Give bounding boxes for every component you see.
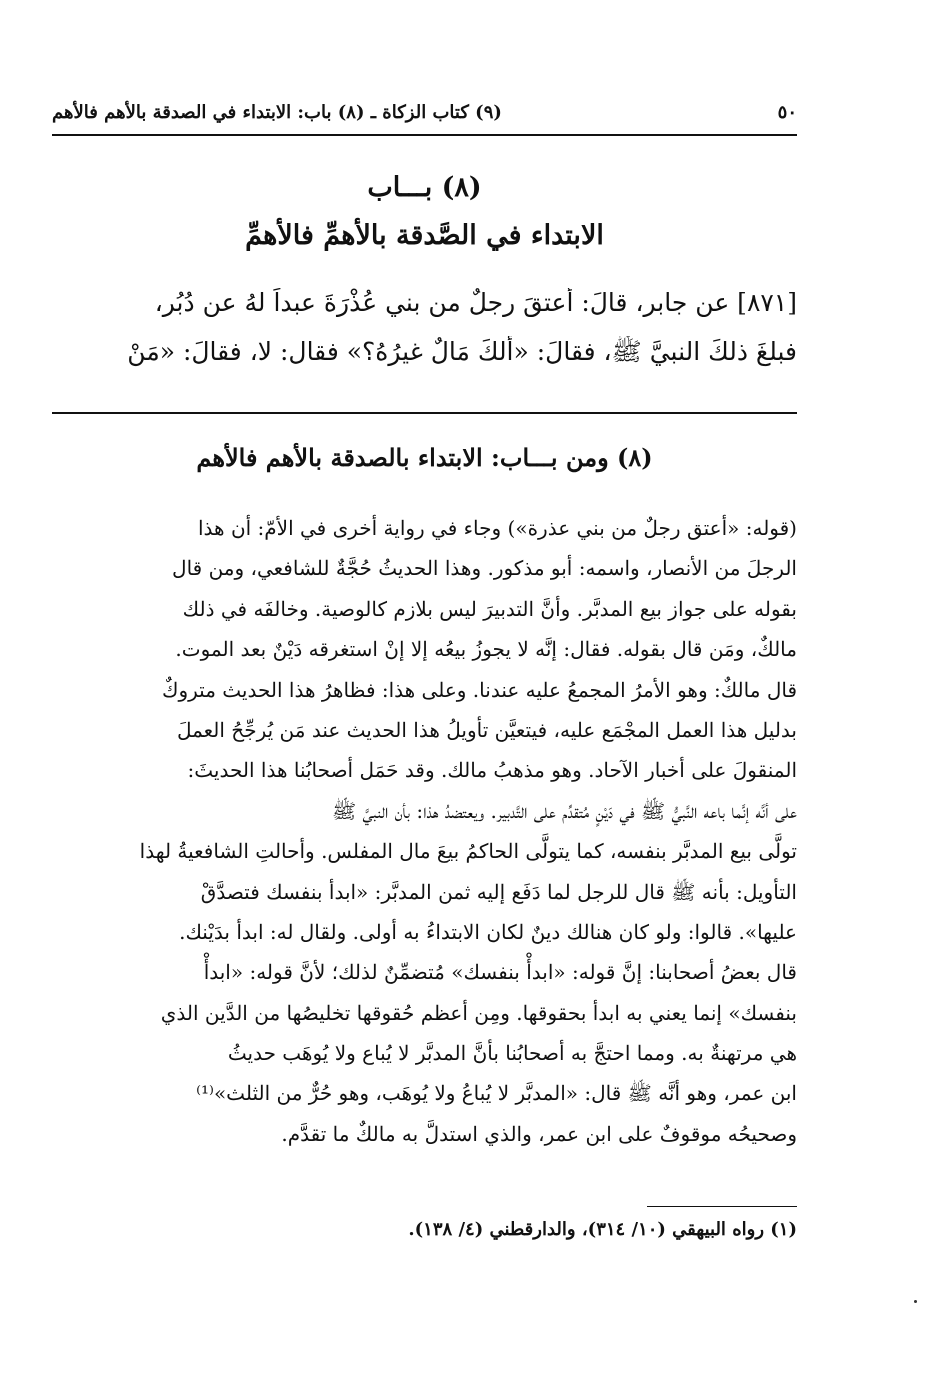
commentary-line: بنفسك» إنما يعني به ابدأ بحقوقها. ومِن أعظم حُقوقها تخليصُها من الدَّين الذي	[160, 1000, 797, 1025]
commentary-line: قال مالكٌ: وهو الأمرُ المجمعُ عليه عندنا. وعلى هذا: فظاهرُ هذا الحديث متروكٌ	[162, 677, 797, 702]
chapter-number: (٨) بـــاب	[367, 172, 482, 203]
hadith-line: [٨٧١] عن جابر، قالَ: أعتقَ رجلٌ من بني عُذْرَةَ عبداً لهُ عن دُبُرٍ،	[154, 288, 797, 317]
commentary-line: مالكٌ، ومَن قال بقوله. فقال: إنَّه لا يجوزُ بيعُه إلا إنْ استغرقه دَيْنٌ بعد الموت.	[175, 637, 797, 662]
header-divider	[52, 134, 797, 136]
commentary-line: قال بعضُ أصحابنا: إنَّ قوله: «ابدأْ بنفسك» مُتضمِّنٌ لذلك؛ لأنَّ قوله: «ابدأْ	[203, 960, 797, 985]
commentary-line: بدليل هذا العمل المجْمَع عليه، فيتعيَّن تأويلُ هذا الحديث عند مَن يُرجِّحُ العملَ	[176, 717, 797, 742]
commentary-line: (قوله: «أعتق رجلٌ من بني عذرة») وجاء في رواية أخرى في الأمّ: أن هذا	[197, 516, 797, 540]
commentary-line: وصحيحُه موقوفٌ على ابن عمر، والذي استدلَّ به مالكٌ ما تقدَّم.	[281, 1121, 797, 1146]
commentary-line: هي مرتهنةٌ به. ومما احتجَّ به أصحابُنا بأنَّ المدبَّر لا يُباع ولا يُوهَب حديثُ	[227, 1041, 797, 1066]
footnote: (١) رواه البيهقي (١٠/ ٣١٤)، والدارقطني (٤/ ١٣٨).	[408, 1219, 797, 1240]
commentary-line: المنقولَ على أخبار الآحاد. وهو مذهبُ مالك. وقد حَمَل أصحابُنا هذا الحديثَ:	[187, 758, 797, 783]
running-header	[52, 94, 797, 130]
chapter-title: الابتداء في الصَّدقة بالأهمِّ فالأهمِّ	[245, 220, 604, 251]
commentary-line: التأويل: بأنه ﷺ قال للرجل لما دَفَع إليه ثمن المدبَّر: «ابدأ بنفسك فتصدَّقْ	[200, 879, 797, 904]
commentary-line: على أنَّه إنَّما باعه النَّبيُّ ﷺ في دَيْنٍ مُتقدِّم على التَّدبير. ويعتضدُ هذا: بأن النبيَّ ﷺ	[331, 798, 797, 823]
running-title: (٩) كتاب الزكاة ـ (٨) باب: الابتداء في الصدقة بالأهم فالأهم	[52, 101, 502, 123]
page-number: ٥٠	[777, 101, 797, 123]
hadith-line: فبلغَ ذلكَ النبيَّ ﷺ، فقالَ: «ألكَ مَالٌ غيرُهُ؟» فقال: لا، فقالَ: «مَنْ	[127, 337, 797, 366]
commentary-line: تولَّى بيع المدبَّر بنفسه، كما يتولَّى الحاكمُ بيعَ مال المفلس. وأحالتِ الشافعيةُ لهذا	[139, 839, 797, 864]
scan-speck	[914, 1300, 917, 1303]
commentary-body	[52, 508, 797, 1154]
commentary-line: الرجلَ من الأنصار، واسمه: أبو مذكور. وهذا الحديثُ حُجَّةٌ للشافعي، ومن قال	[172, 556, 797, 581]
commentary-line: ابن عمر، وهو أنَّه ﷺ قال: «المدبَّر لا يُباعُ ولا يُوهَب، وهو حُرٌّ من الثلث»⁽¹⁾	[196, 1081, 797, 1106]
commentary-line: عليها». قالوا: ولو كان هنالك دينٌ لكان الابتداءُ به أولى. ولقال له: ابدأ بدَيْنك.	[179, 919, 797, 944]
footnote-divider	[647, 1206, 797, 1207]
commentary-heading: (٨) ومن بـــاب: الابتداء بالصدقة بالأهم فالأهم	[196, 443, 653, 472]
commentary-line: بقوله على جواز بيع المدبَّر. وأنَّ التدبيرَ ليس بلازم كالوصية. وخالفَه في ذلك	[182, 596, 797, 621]
section-divider	[52, 412, 797, 414]
